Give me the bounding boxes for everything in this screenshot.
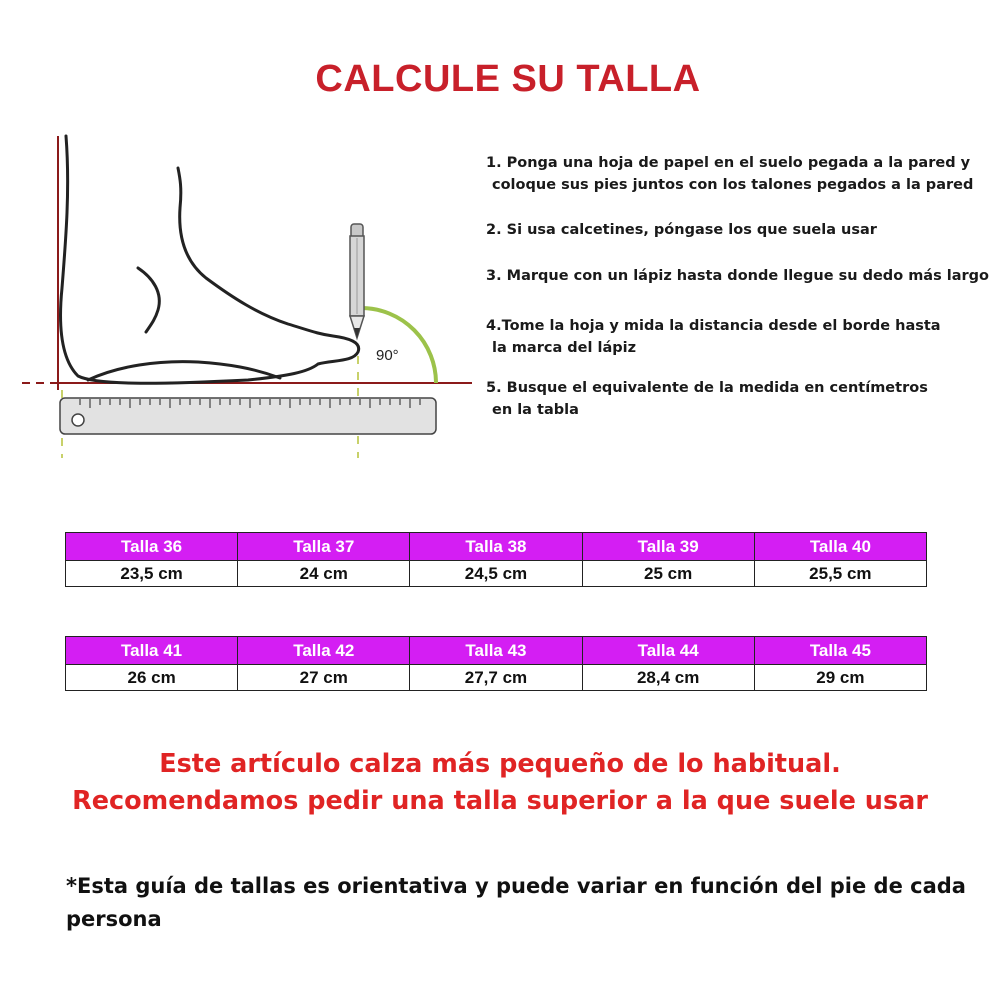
- size-header: Talla 39: [582, 533, 754, 561]
- size-value: 25 cm: [582, 561, 754, 587]
- instruction-step-2: 2. Si usa calcetines, póngase los que suela usar: [486, 222, 877, 238]
- warning-line-1: Este artículo calza más pequeño de lo habitual.: [159, 749, 841, 779]
- size-value-row: [66, 665, 927, 691]
- size-header: Talla 41: [66, 637, 238, 665]
- size-value-row: [66, 561, 927, 587]
- instruction-step-3: 3. Marque con un lápiz hasta donde llegue su dedo más largo: [486, 268, 990, 284]
- size-header: Talla 45: [754, 637, 926, 665]
- size-value: 23,5 cm: [66, 561, 238, 587]
- size-value: 28,4 cm: [582, 665, 754, 691]
- pencil-icon: [350, 224, 364, 338]
- size-header: Talla 44: [582, 637, 754, 665]
- size-table-1: [65, 532, 927, 587]
- warning-line-2: Recomendamos pedir una talla superior a la que suele usar: [72, 786, 928, 816]
- foot-arch-line: [88, 362, 280, 380]
- size-header: Talla 40: [754, 533, 926, 561]
- size-value: 24 cm: [238, 561, 410, 587]
- size-header: Talla 42: [238, 637, 410, 665]
- size-value: 26 cm: [66, 665, 238, 691]
- instruction-step-4: 4.Tome la hoja y mida la distancia desde el borde hasta la marca del lápiz: [486, 318, 941, 356]
- size-value: 29 cm: [754, 665, 926, 691]
- size-value: 27,7 cm: [410, 665, 582, 691]
- disclaimer-note: *Esta guía de tallas es orientativa y puede variar en función del pie de cada persona: [66, 874, 966, 931]
- right-angle-arc: [362, 308, 436, 383]
- foot-measuring-diagram: [18, 128, 478, 468]
- size-header-row: [66, 637, 927, 665]
- sizing-warning: [0, 746, 1000, 820]
- size-header: Talla 37: [238, 533, 410, 561]
- size-header-row: [66, 533, 927, 561]
- size-table-2: [65, 636, 927, 691]
- size-value: 24,5 cm: [410, 561, 582, 587]
- instruction-step-1: 1. Ponga una hoja de papel en el suelo pegada a la pared y coloque sus pies juntos con los talones pegados a la pared: [486, 155, 974, 193]
- page-title: CALCULE SU TALLA: [315, 58, 701, 100]
- size-header: Talla 38: [410, 533, 582, 561]
- size-value: 25,5 cm: [754, 561, 926, 587]
- size-value: 27 cm: [238, 665, 410, 691]
- angle-label: 90°: [376, 347, 399, 364]
- size-header: Talla 43: [410, 637, 582, 665]
- foot-outline: [61, 136, 359, 383]
- instruction-step-5: 5. Busque el equivalente de la medida en centímetros en la tabla: [486, 380, 928, 418]
- size-header: Talla 36: [66, 533, 238, 561]
- ruler-icon: [60, 398, 436, 434]
- ankle-line: [138, 268, 159, 332]
